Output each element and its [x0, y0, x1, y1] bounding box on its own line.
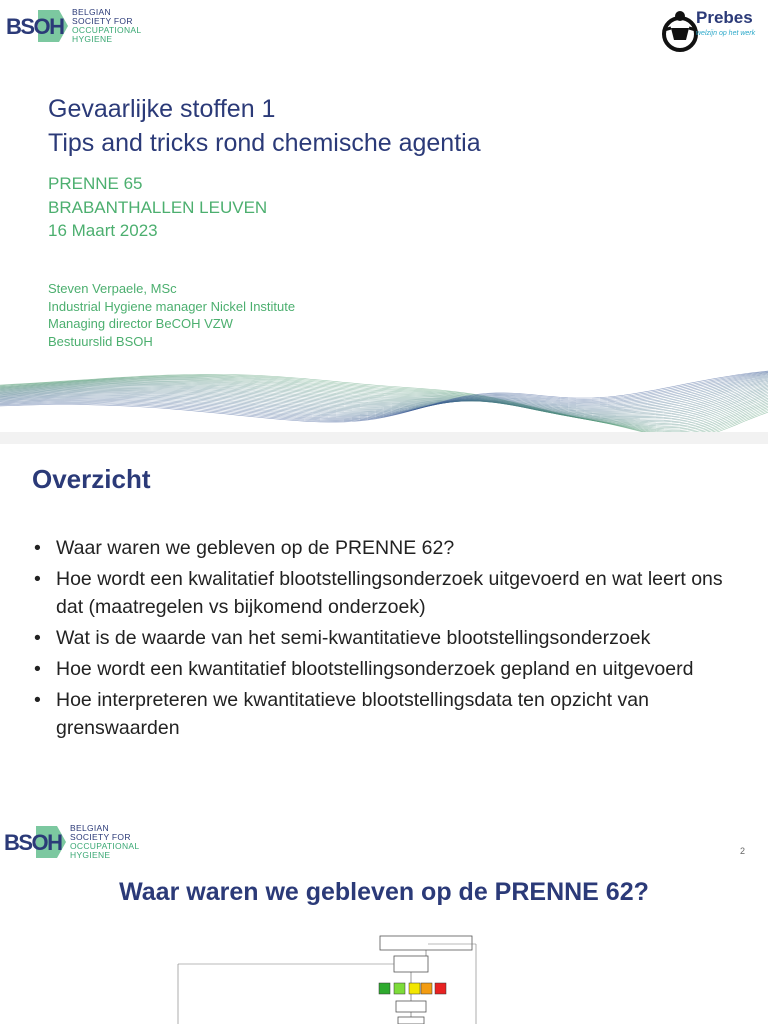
prebes-figure-icon	[660, 8, 700, 52]
risk-box-red	[435, 983, 446, 994]
risk-box-green	[379, 983, 390, 994]
overview-slide	[0, 444, 768, 816]
overview-bullet-list	[32, 534, 732, 745]
bsoh-logo-mark: BSOH	[6, 8, 68, 44]
page-number: 2	[740, 846, 746, 856]
bullet-item: • Waar waren we gebleven op de PRENNE 62?	[32, 534, 732, 562]
author-role-3: Bestuurslid BSOH	[48, 333, 153, 349]
bullet-item: • Hoe wordt een kwalitatief blootstellingsonderzoek uitgevoerd en wat leert ons dat (maatregelen vs bijkomend onderzoek)	[32, 565, 732, 621]
bullet-item: • Hoe interpreteren we kwantitatieve blootstellingsdata ten opzicht van grenswaarden	[32, 686, 732, 742]
bullet-item: • Hoe wordt een kwantitatief blootstellingsonderzoek gepland en uitgevoerd	[32, 655, 732, 683]
flowchart-diagram	[0, 931, 768, 1024]
author-role-2: Managing director BeCOH VZW	[48, 316, 233, 331]
bsoh-logo-text: BELGIAN SOCIETY FOR OCCUPATIONAL HYGIENE	[72, 7, 142, 44]
bsoh-logo-text: BELGIAN SOCIETY FOR OCCUPATIONAL HYGIENE	[70, 823, 140, 860]
bsoh-logo	[4, 824, 139, 860]
recap-title: Waar waren we gebleven op de PRENNE 62?	[119, 878, 649, 906]
bsoh-logo-mark: BSOH	[4, 824, 66, 860]
recap-slide	[0, 816, 768, 1024]
risk-box-yellow	[409, 983, 420, 994]
slide-separator	[0, 432, 768, 444]
slide-title	[48, 92, 481, 160]
event-info	[48, 172, 267, 243]
event-venue: BRABANTHALLEN LEUVEN	[48, 197, 268, 217]
risk-box-lightgreen	[394, 983, 405, 994]
author-name: Steven Verpaele, MSc	[48, 281, 177, 296]
event-name: PRENNE 65	[48, 174, 143, 193]
bsoh-logo	[6, 8, 141, 44]
event-date: 16 Maart 2023	[48, 221, 158, 240]
title-line-1: Gevaarlijke stoffen 1	[48, 95, 276, 123]
title-line-2: Tips and tricks rond chemische agentia	[48, 129, 481, 157]
prebes-logo	[660, 8, 760, 52]
bullet-item: • Wat is de waarde van het semi-kwantitatieve blootstellingsonderzoek	[32, 624, 732, 652]
prebes-name: Prebes	[696, 8, 753, 27]
prebes-tagline: welzijn op het werk	[696, 30, 756, 37]
author-role-1: Industrial Hygiene manager Nickel Institute	[48, 298, 296, 314]
title-slide	[0, 0, 768, 432]
decorative-wave	[0, 330, 768, 432]
risk-box-orange	[421, 983, 432, 994]
overview-title: Overzicht	[32, 464, 151, 494]
